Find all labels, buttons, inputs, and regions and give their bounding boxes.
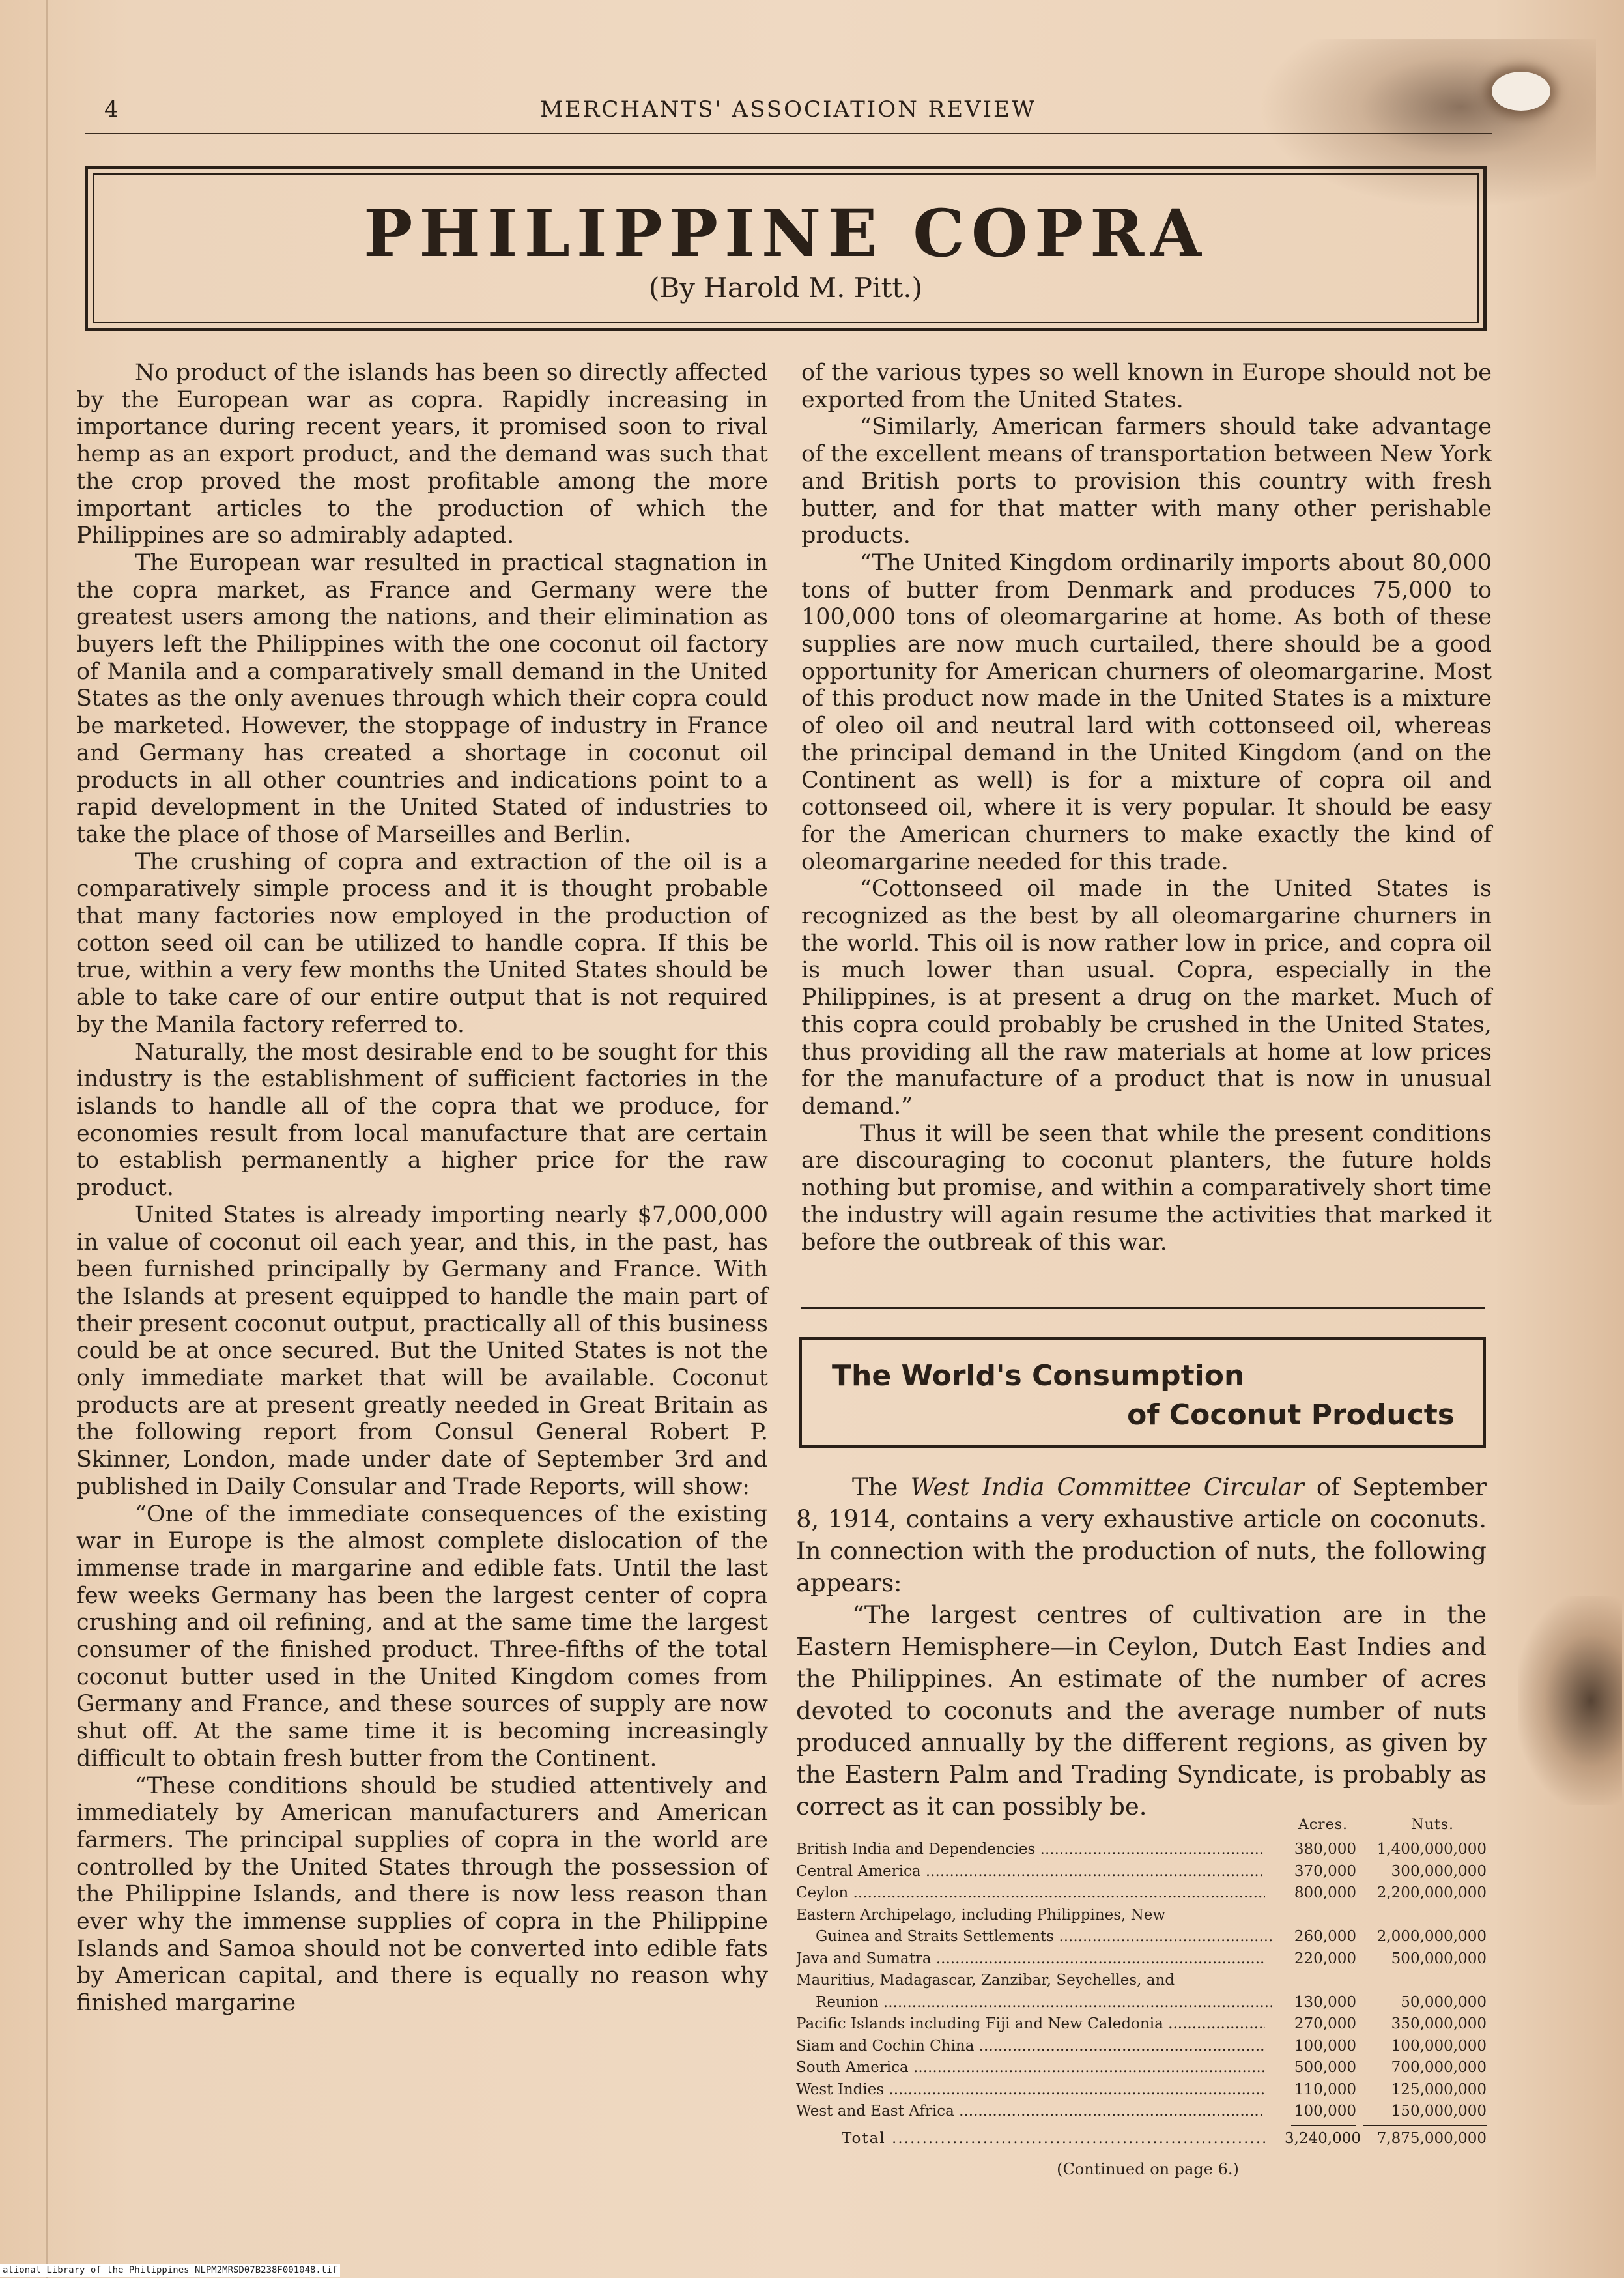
paragraph: The European war resulted in practical stagnation in the copra market, as France and Germany were the greatest users among the nations, and their elimination as buyers left the Philippines with the one coconut oil factory of Manila and a comparatively small demand in the United States as the only avenues through which their copra could be marketed. However, the stoppage of industry in France and Germany has created a shortage in coconut oil products in all other countries and indications point to a rapid development in the United Stated of industries to take the place of those of Marseilles and Berlin. bbox=[76, 549, 768, 848]
nuts-value: 125,000,000 bbox=[1391, 2081, 1487, 2098]
table-row bbox=[796, 2013, 1487, 2036]
acres-value: 370,000 bbox=[1294, 1862, 1356, 1880]
scan-footer: ational Library of the Philippines NLPM2MRSD07B238F001048.tif bbox=[0, 2264, 340, 2277]
region-label: Eastern Archipelago, including Philippines, New bbox=[796, 1906, 1166, 1924]
header-rule bbox=[85, 133, 1492, 134]
region-label: Siam and Cochin China ..... bbox=[796, 2036, 1265, 2058]
acres-value: 380,000 bbox=[1294, 1841, 1356, 1858]
acres-value: 110,000 bbox=[1294, 2081, 1356, 2098]
table-body bbox=[796, 1839, 1487, 2123]
paragraph: “One of the immediate consequences of the existing war in Europe is the almost complete dislocation of the immense trade in margarine and edible fats. Until the last few weeks Germany has been the largest center of copra crushing and oil refining, and at the same time the largest consumer of the finished product. Three-fifths of the total coconut butter used in the United Kingdom comes from Germany and France, and these sources of supply are now shut off. At the same time it is becoming increasingly difficult to obtain fresh butter from the Continent. bbox=[76, 1501, 768, 1772]
sidebar-heading-line2: of Coconut Products bbox=[1127, 1398, 1455, 1432]
page-number: 4 bbox=[104, 96, 119, 123]
page-fold bbox=[46, 0, 48, 2278]
left-column bbox=[76, 360, 768, 2017]
region-label: Central America ..... bbox=[796, 1861, 1265, 1883]
nuts-value: 100,000,000 bbox=[1391, 2037, 1487, 2055]
region-label: Mauritius, Madagascar, Zanzibar, Seychelles, and bbox=[796, 1972, 1175, 1989]
region-label: South America ..... bbox=[796, 2057, 1265, 2079]
paper-hole bbox=[1492, 72, 1550, 111]
right-column bbox=[801, 360, 1492, 1256]
total-acres: 3,240,000 bbox=[1285, 2129, 1361, 2147]
nuts-value: 50,000,000 bbox=[1401, 1993, 1487, 2011]
acres-value: 500,000 bbox=[1294, 2059, 1356, 2076]
sidebar-heading-box bbox=[799, 1337, 1486, 1448]
region-label: Pacific Islands including Fiji and New Caledonia ..... bbox=[796, 2013, 1265, 2036]
nuts-value: 2,000,000,000 bbox=[1376, 1928, 1487, 1945]
table-row bbox=[796, 1970, 1487, 2013]
table-total-row bbox=[796, 2128, 1487, 2150]
publication-title: West India Committee Circular bbox=[910, 1473, 1304, 1501]
paragraph: United States is already importing nearly $7,000,000 in value of coconut oil each year, and this, in the past, has been furnished principally by Germany and France. With the Islands at present equipped to handle the main part of their present coconut output, practically all of this business could be at once secured. But the United States is not the only immediate market that will be available. Coconut products are at present greatly needed in Great Britain as the following report from Consul General Robert P. Skinner, London, made under date of September 3rd and published in Daily Consular and Trade Reports, will show: bbox=[76, 1202, 768, 1500]
acres-value: 220,000 bbox=[1294, 1950, 1356, 1967]
table-row bbox=[796, 1882, 1487, 1905]
total-label: Total ..... bbox=[796, 2128, 1265, 2150]
nuts-value: 700,000,000 bbox=[1391, 2059, 1487, 2076]
acres-value: 260,000 bbox=[1294, 1928, 1356, 1945]
acres-value: 270,000 bbox=[1294, 2015, 1356, 2032]
region-label: Ceylon ..... bbox=[796, 1882, 1265, 1905]
table-row bbox=[796, 2036, 1487, 2058]
running-title: MERCHANTS' ASSOCIATION REVIEW bbox=[540, 96, 1036, 123]
region-label-cont: Reunion ..... bbox=[796, 1992, 1272, 2014]
paragraph: The crushing of copra and extraction of the oil is a comparatively simple process and it is thought probable that many factories now employed in the production of cotton seed oil can be utilized to handle copra. If this be true, within a very few months the United States should be able to take care of our entire output that is not required by the Manila factory referred to. bbox=[76, 848, 768, 1038]
sidebar-quote: “The largest centres of cultivation are in the Eastern Hemisphere—in Ceylon, Dutch East Indies and the Philippines. An estimate of the number of acres devoted to coconuts and the average number of nuts produced annually by the different regions, as given by the Eastern Palm and Trading Syndicate, is probably as correct as it can possibly be. bbox=[796, 1601, 1487, 1821]
acres-value: 100,000 bbox=[1294, 2037, 1356, 2055]
col-nuts-header: Nuts. bbox=[1411, 1817, 1454, 1833]
sidebar-heading-line1: The World's Consumption bbox=[832, 1359, 1245, 1392]
table-row bbox=[796, 1839, 1487, 1861]
paragraph: “Similarly, American farmers should take advantage of the excellent means of transportation between New York and British ports to provision this country with fresh butter, and for that matter with many other perishable products. bbox=[801, 414, 1492, 549]
table-row bbox=[796, 2101, 1487, 2123]
table-header bbox=[796, 1817, 1487, 1839]
paragraph: Thus it will be seen that while the present conditions are discouraging to coconut planters, the future holds nothing but promise, and within a comparatively short time the industry will again resume the activities that marked it before the outbreak of this war. bbox=[801, 1120, 1492, 1256]
total-rule bbox=[796, 2123, 1487, 2128]
column-divider bbox=[801, 1307, 1485, 1309]
nuts-value: 2,200,000,000 bbox=[1376, 1884, 1487, 1901]
paragraph: “These conditions should be studied attentively and immediately by American manufacturers and American farmers. The principal supplies of copra in the world are controlled by the United States through the possession of the Philippine Islands, and there is now less reason than ever why the immense supplies of copra in the Philippine Islands and Samoa should not be converted into edible fats by American capital, and there is equally no reason why finished margarine bbox=[76, 1772, 768, 2017]
sidebar-text bbox=[796, 1471, 1487, 1823]
article-title-box bbox=[85, 166, 1487, 331]
nuts-value: 500,000,000 bbox=[1391, 1950, 1487, 1967]
region-label: British India and Dependencies ..... bbox=[796, 1839, 1265, 1861]
acres-value: 130,000 bbox=[1294, 1993, 1356, 2011]
coconut-production-table bbox=[796, 1817, 1487, 2178]
paragraph: No product of the islands has been so directly affected by the European war as copra. Rapidly increasing in importance during recent years, it promised soon to rival hemp as an export product, and the demand was such that the crop proved the most profitable among the more important articles to the production of which the Philippines are so admirably adapted. bbox=[76, 360, 768, 549]
paragraph: of the various types so well known in Europe should not be exported from the United States. bbox=[801, 360, 1492, 413]
nuts-value: 150,000,000 bbox=[1391, 2103, 1487, 2120]
article-byline: (By Harold M. Pitt.) bbox=[649, 272, 922, 304]
table-row bbox=[796, 2057, 1487, 2079]
paragraph: Naturally, the most desirable end to be sought for this industry is the establishment of sufficient factories in the islands to handle all of the copra that we produce, for economies result from local manufacture that are certain to establish permanently a higher price for the raw product. bbox=[76, 1039, 768, 1202]
acres-value: 800,000 bbox=[1294, 1884, 1356, 1901]
region-label: West Indies ..... bbox=[796, 2079, 1265, 2101]
region-label-cont: Guinea and Straits Settlements ..... bbox=[796, 1926, 1272, 1948]
col-acres-header: Acres. bbox=[1298, 1817, 1348, 1833]
region-label: West and East Africa ..... bbox=[796, 2101, 1265, 2123]
burn-mark-right bbox=[1518, 1596, 1622, 1805]
continued-note: (Continued on page 6.) bbox=[1057, 2160, 1239, 2178]
total-nuts: 7,875,000,000 bbox=[1376, 2129, 1487, 2147]
nuts-value: 1,400,000,000 bbox=[1376, 1841, 1487, 1858]
region-label: Java and Sumatra ..... bbox=[796, 1948, 1265, 1970]
table-row bbox=[796, 1861, 1487, 1883]
table-row bbox=[796, 1905, 1487, 1948]
sidebar-intro: The West India Committee Circular of September 8, 1914, contains a very exhaustive article on coconuts. In connection with the production of nuts, the following appears: bbox=[796, 1473, 1487, 1597]
article-title: PHILIPPINE COPRA bbox=[363, 195, 1208, 272]
table-row bbox=[796, 1948, 1487, 1970]
nuts-value: 350,000,000 bbox=[1391, 2015, 1487, 2032]
nuts-value: 300,000,000 bbox=[1391, 1862, 1487, 1880]
page-header bbox=[85, 96, 1492, 136]
paragraph: “The United Kingdom ordinarily imports about 80,000 tons of butter from Denmark and produces 75,000 to 100,000 tons of oleomargarine at home. As both of these supplies are now much curtailed, there should be a good opportunity for American churners of oleomargarine. Most of this product now made in the United States is a mixture of oleo oil and neutral lard with cottonseed oil, whereas the principal demand in the United Kingdom (and on the Continent as well) is for a mixture of copra oil and cottonseed oil, where it is very popular. It should be easy for the American churners to make exactly the kind of oleomargarine needed for this trade. bbox=[801, 549, 1492, 875]
acres-value: 100,000 bbox=[1294, 2103, 1356, 2120]
paragraph: “Cottonseed oil made in the United States is recognized as the best by all oleomargarine churners in the world. This oil is now rather low in price, and copra oil is much lower than usual. Copra, especially in the Philippines, is at present a drug on the market. Much of this copra could probably be crushed in the United States, thus providing all the raw materials at home at low prices for the manufacture of a product that is now in unusual demand.” bbox=[801, 876, 1492, 1119]
table-row bbox=[796, 2079, 1487, 2101]
